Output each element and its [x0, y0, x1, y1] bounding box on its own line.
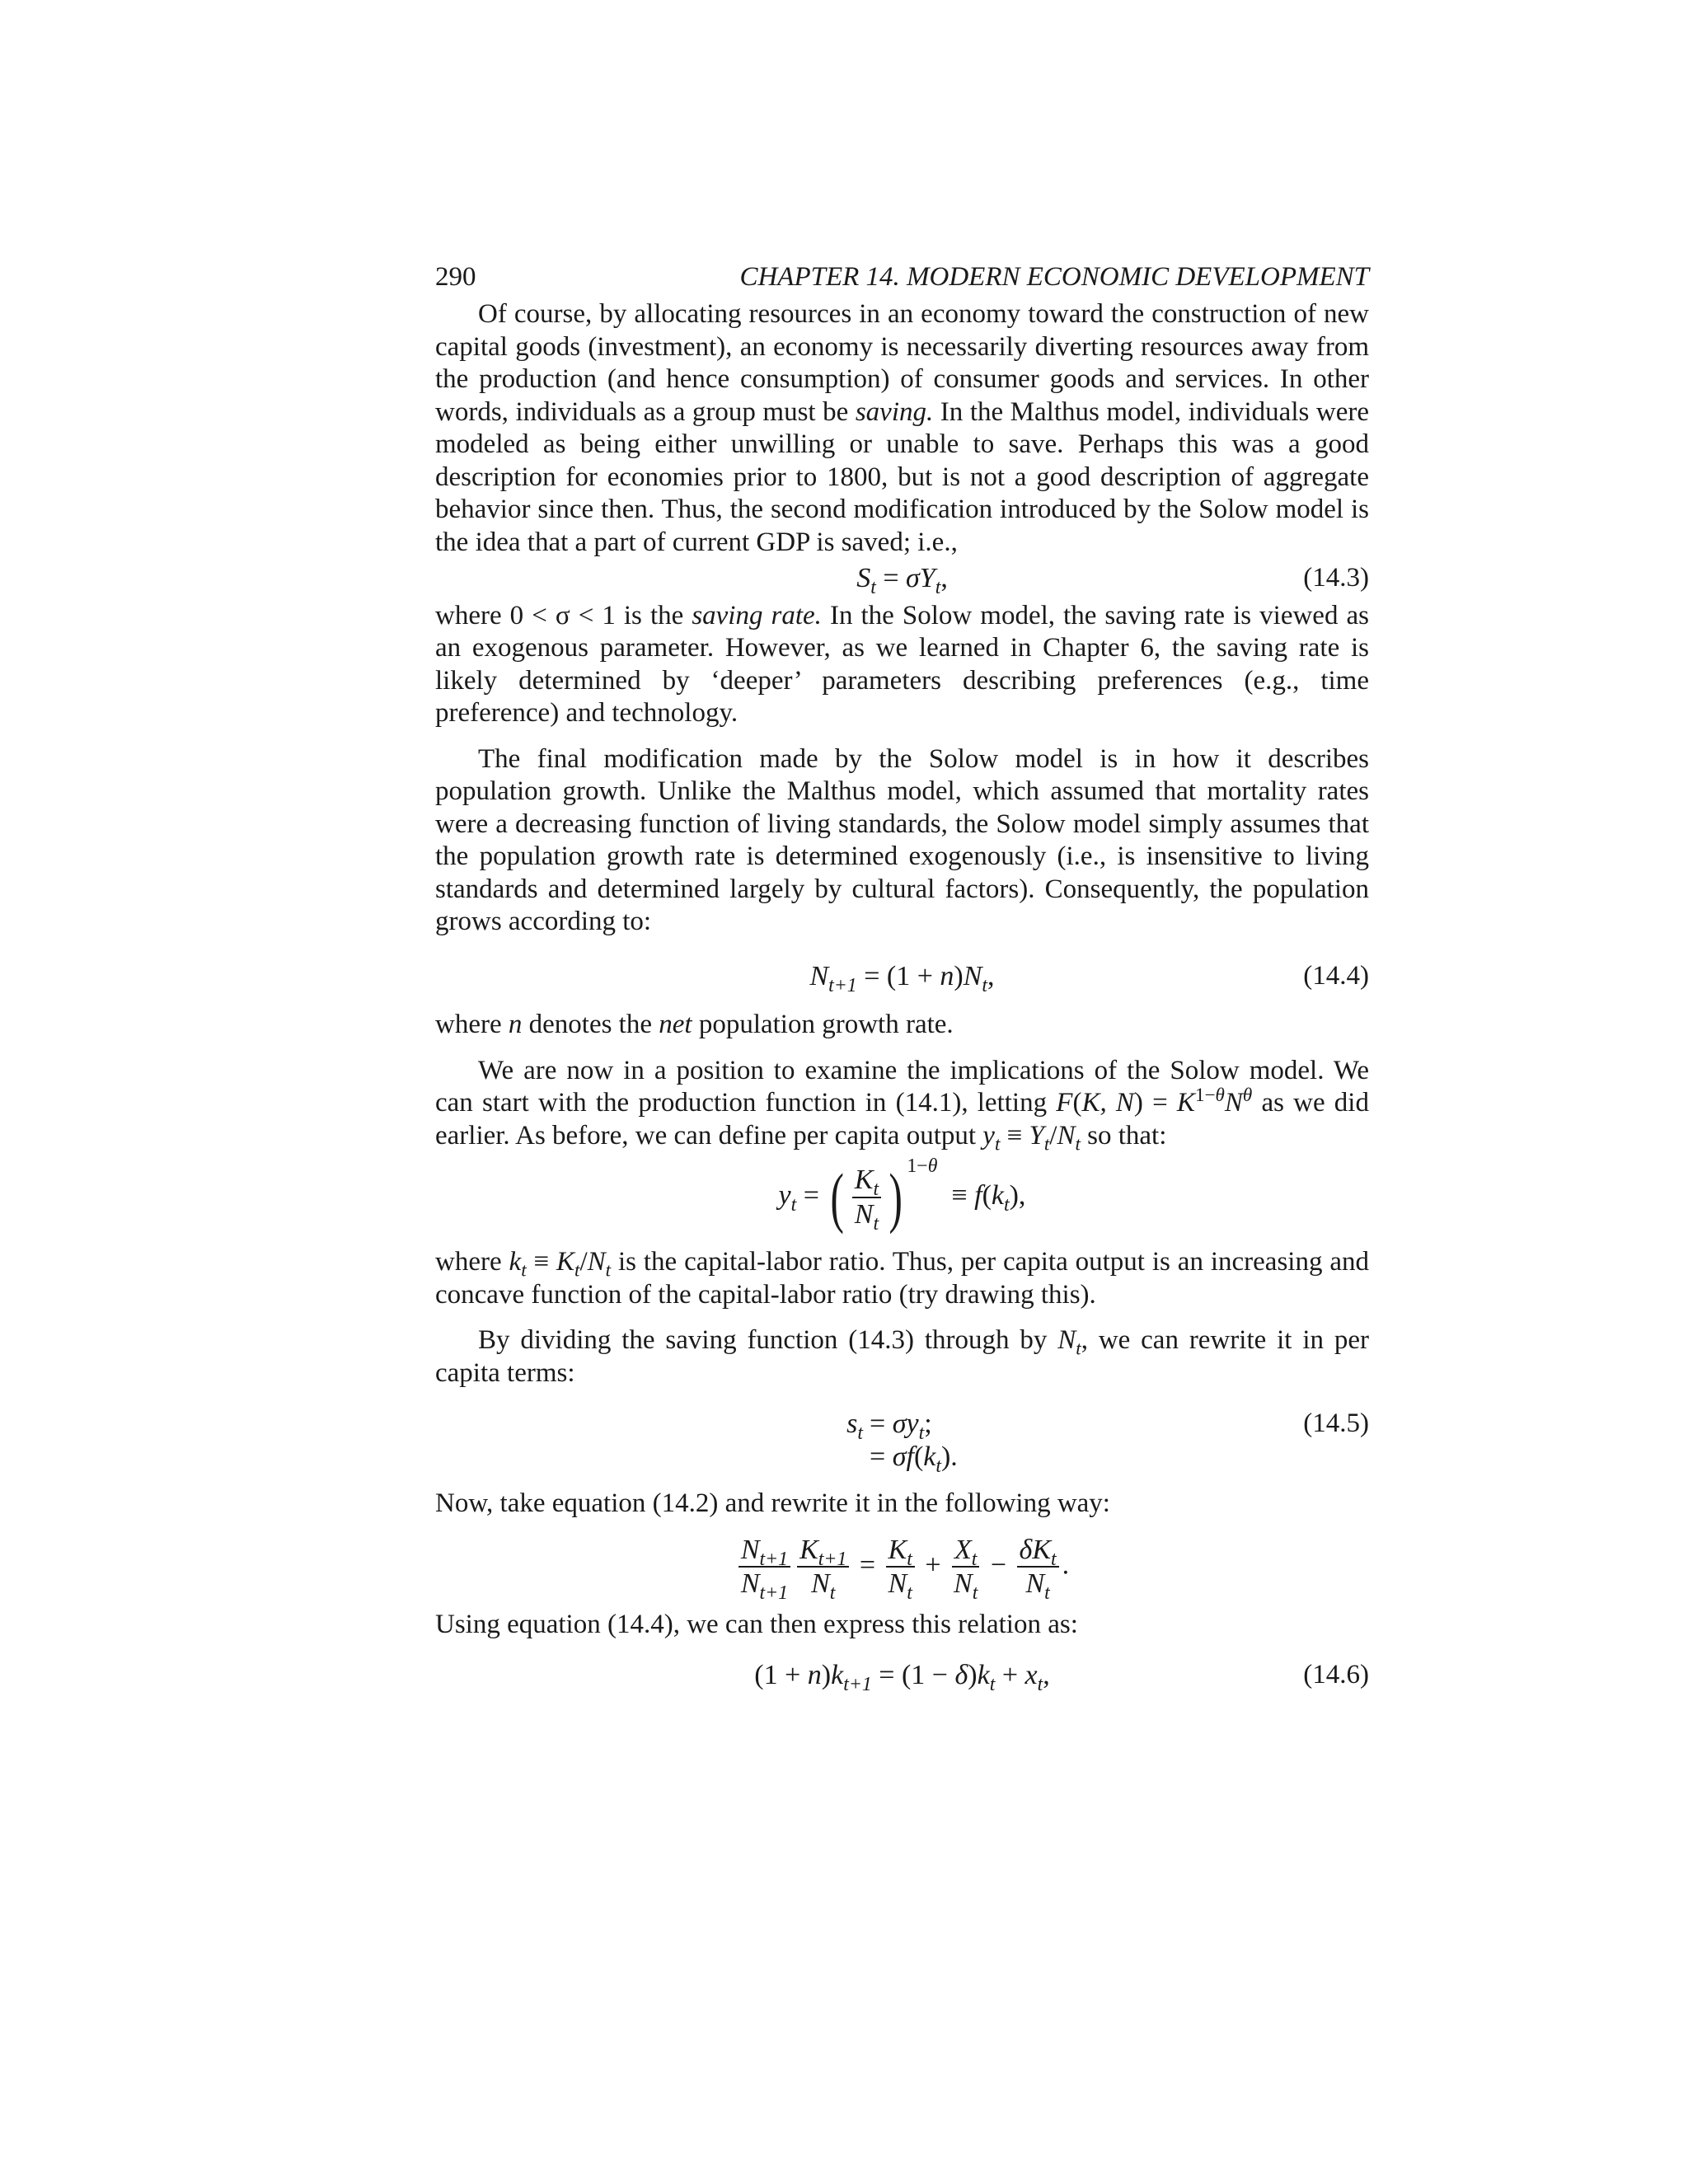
equation-14-6: $(1 + n)k_{t+1} = (1 - \delta)k_t + x_t$, (14.6) [754, 1660, 1369, 1696]
equation-number: (14.3) [1303, 563, 1369, 593]
equation-number: (14.5) [1303, 1408, 1369, 1438]
body-text [435, 298, 1369, 1696]
paragraph-net-growth: where n denotes the net population growth rate. [435, 1010, 954, 1039]
equation-number: (14.4) [1303, 960, 1369, 991]
page-number: 290 [435, 262, 476, 292]
paragraph-per-capita-saving: By dividing the saving function (14.3) through by $N_t$, we can rewrite it in per capita terms: [435, 1325, 1369, 1388]
chapter-title: CHAPTER 14. MODERN ECONOMIC DEVELOPMENT [739, 262, 1369, 292]
running-header [435, 262, 1369, 293]
paragraph-capital-labor: where $k_t \equiv K_t/N_t$ is the capital-labor ratio. Thus, per capita output is an increasing and concave function of the capital-labor ratio (try drawing this). [435, 1247, 1369, 1310]
equation-capital-accumulation: $\frac{N_{t+1}}{N_{t+1}}$ $\frac{K_{t+1}}{N_t}$ = $\frac{K_t}{N_t}$ + $\frac{X_t}{N_t}$ − $\frac{\delta K_t}{N_t}$ . [435, 1535, 1369, 1599]
paragraph-implications: We are now in a position to examine the implications of the Solow model. We can start with the production function in (14.1), letting F(K, $N) = K^{1-\theta}N^\theta$ as we did earlier. As before, we can define per capita output $y_t \equiv Y_t/N_t$ so that: [435, 1055, 1369, 1155]
equation-per-capita-output: $y_t$ = ( $\frac{K_t}{N_t}$ ) $^{1-\theta} \equiv f(k_t)$, [778, 1155, 1026, 1235]
paragraph-express: Using equation (14.4), we can then express this relation as: [435, 1609, 1078, 1639]
paragraph-saving: Of course, by allocating resources in an economy toward the construction of new capital goods (investment), an economy is necessarily diverting resources away from the production (and hence consumption) of consumer goods and services. In other words, individuals as a group must be saving. In the Malthus model, individuals were modeled as being either unwilling or unable to save. Perhaps this was a good description for economies prior to 1800, but is not a good description of aggregate behavior since then. Thus, the second modification introduced by the Solow model is the idea that a part of current GDP is saved; i.e., [435, 299, 1369, 557]
paragraph-saving-rate: where 0 < σ < 1 is the saving rate. In the Solow model, the saving rate is viewed as an exogenous parameter. However, as we learned in Chapter 6, the saving rate is likely determined by ‘deeper’ parameters describing preferences (e.g., time preference) and technology. [435, 600, 1369, 728]
equation-14-4: $N_{t+1} = (1 + n)N_t$, (14.4) [809, 960, 1369, 996]
equation-14-3: $S_t = \sigma Y_t$, (14.3) [856, 563, 1369, 598]
equation-14-5: $s_t$ = $\sigma y_t$; = $\sigma f(k_t)$. (14.5) [846, 1408, 1369, 1477]
equation-number: (14.6) [1303, 1660, 1369, 1690]
paragraph-rewrite: Now, take equation (14.2) and rewrite it in the following way: [435, 1488, 1110, 1518]
paragraph-population: The final modification made by the Solow model is in how it describes population growth. Unlike the Malthus model, which assumed that mortality rates were a decreasing function of living standards, the Solow model simply assumes that the population growth rate is determined exogenously (i.e., is insensitive to living standards and determined largely by cultural factors). Consequently, the population grows according to: [435, 743, 1369, 936]
